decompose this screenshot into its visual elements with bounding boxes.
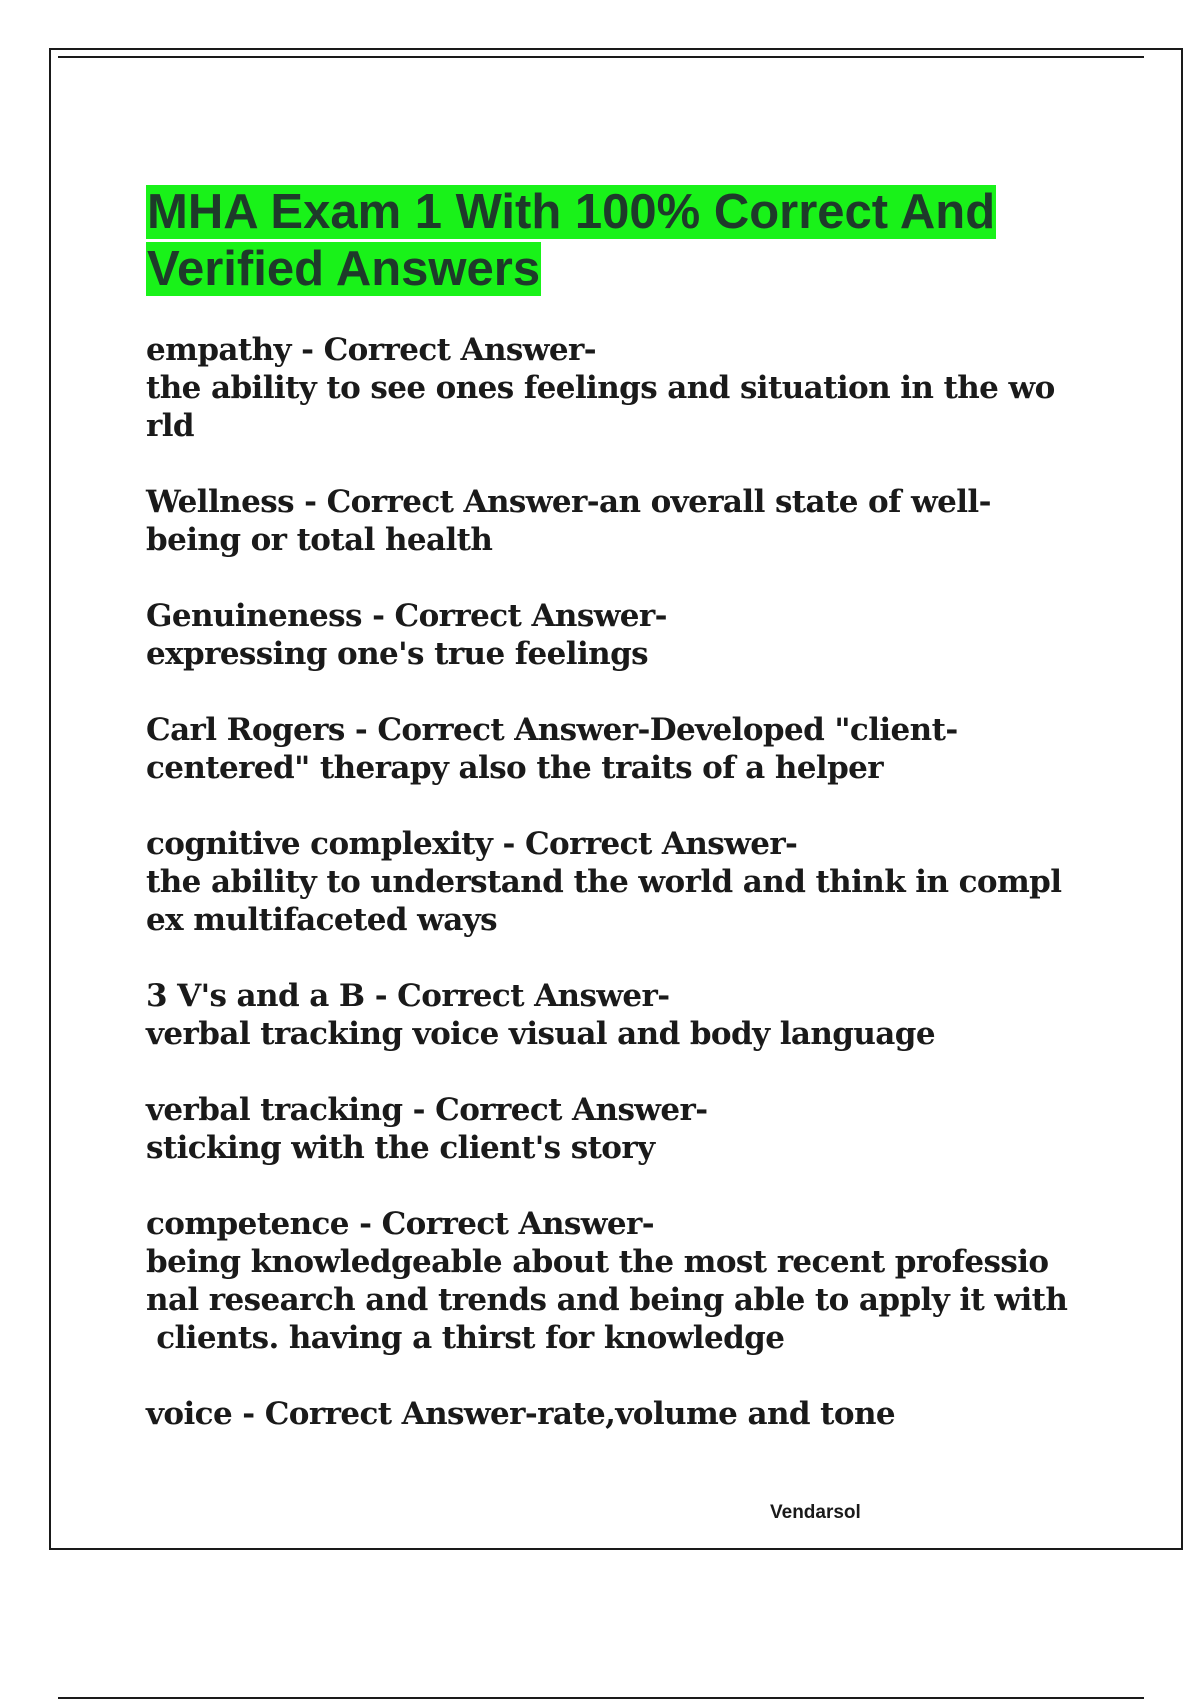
qa-item-competence: competence - Correct Answer- being knowledgeable about the most recent professio nal research and trends and being able to apply it with clients. having a thirst for knowledge [146, 1206, 1068, 1356]
qa-item-voice: voice - Correct Answer-rate,volume and tone [146, 1396, 896, 1432]
title-highlight: MHA Exam 1 With 100% Correct And Verified Answers [147, 185, 996, 296]
top-rule [58, 56, 1144, 58]
qa-item-carl-rogers: Carl Rogers - Correct Answer-Developed "client- centered" therapy also the traits of a helper [146, 712, 958, 786]
qa-item-empathy: empathy - Correct Answer- the ability to see ones feelings and situation in the wo rld [146, 332, 1055, 444]
bottom-rule [58, 1697, 1144, 1699]
document-title [146, 184, 1046, 298]
qa-list [146, 331, 1096, 1469]
footer-author: Vendarsol [770, 1502, 861, 1523]
qa-item-genuineness: Genuineness - Correct Answer- expressing one's true feelings [146, 598, 667, 672]
qa-item-wellness: Wellness - Correct Answer-an overall state of well- being or total health [146, 484, 991, 558]
qa-item-verbal-tracking: verbal tracking - Correct Answer- sticking with the client's story [146, 1092, 708, 1166]
qa-item-cognitive-complexity: cognitive complexity - Correct Answer- the ability to understand the world and think in compl ex multifaceted ways [146, 826, 1062, 938]
qa-item-3vs-and-a-b: 3 V's and a B - Correct Answer- verbal tracking voice visual and body language [146, 978, 935, 1052]
